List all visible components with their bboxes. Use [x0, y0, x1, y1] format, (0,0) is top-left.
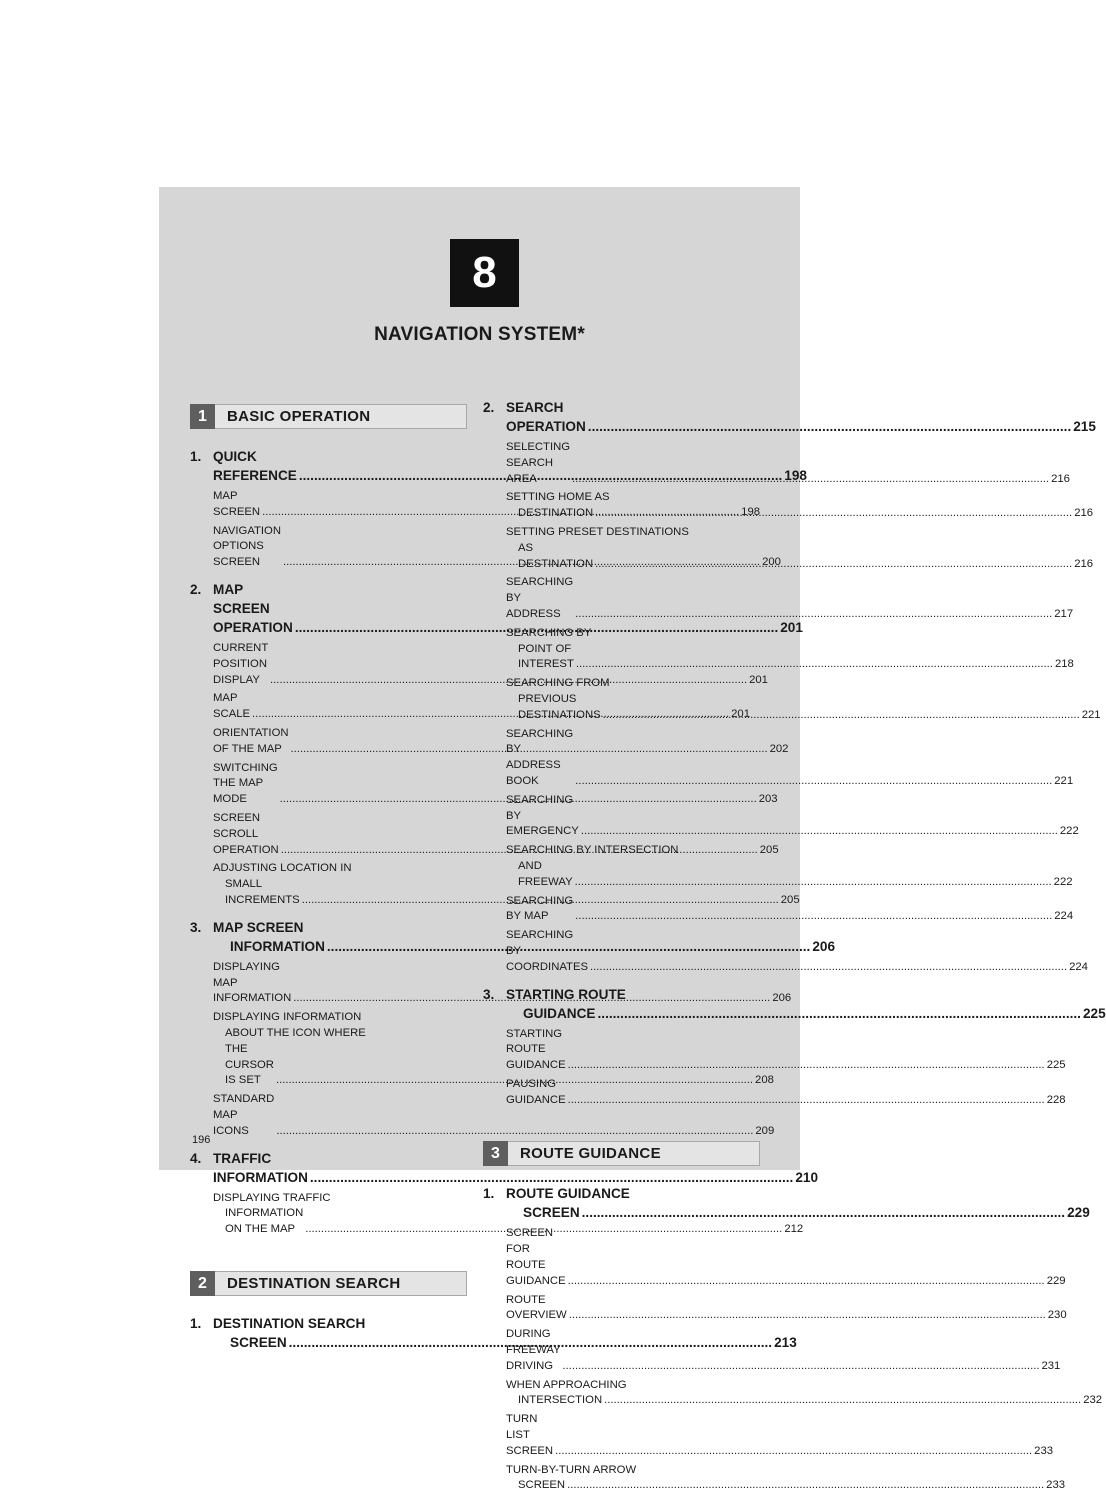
toc-item-line	[506, 490, 760, 506]
toc-item-text: STARTING ROUTE GUIDANCE	[506, 1027, 566, 1072]
chapter-entry-page: 215	[1073, 419, 1096, 434]
toc-item-page: 218	[1054, 658, 1074, 671]
toc-chapter-entry[interactable]	[483, 1184, 1090, 1222]
toc-item-text: SCREEN SCROLL OPERATION	[213, 811, 279, 856]
section-title: BASIC OPERATION	[227, 408, 371, 425]
chapter-entry-text: SCREEN	[230, 1334, 287, 1350]
toc-item-text: SEARCHING BY	[506, 626, 592, 639]
toc-item-page: 221	[1081, 708, 1101, 721]
toc-item-line	[213, 1191, 467, 1207]
page-number: 196	[192, 1134, 211, 1146]
toc-item-text: SWITCHING THE MAP MODE	[213, 761, 278, 806]
toc-item-page: 233	[1046, 1479, 1066, 1492]
toc-item-text: DISPLAYING MAP INFORMATION	[213, 960, 292, 1005]
toc-item-page: 229	[1046, 1274, 1066, 1287]
chapter-entry-page: 229	[1067, 1205, 1090, 1221]
chapter-entry-text: SEARCH OPERATION	[506, 400, 586, 434]
chapter-entry-text: GUIDANCE	[523, 1005, 596, 1021]
toc-item-page: 222	[1053, 875, 1073, 888]
toc-item-page: 225	[1046, 1059, 1066, 1072]
toc-item-text: WHEN APPROACHING	[506, 1378, 627, 1391]
toc-item-line	[213, 761, 778, 808]
toc-item-text: SEARCHING BY MAP	[506, 894, 574, 923]
dot-leader	[572, 472, 1049, 488]
chapter-entry-page: 201	[780, 619, 803, 635]
toc-item-line	[506, 642, 1074, 674]
chapter-entry-page: 198	[784, 468, 807, 483]
toc-item-line	[506, 1393, 1103, 1409]
toc-item-page: 216	[1051, 472, 1070, 485]
toc-item-text: SEARCHING BY EMERGENCY	[506, 793, 579, 838]
dot-leader	[562, 1359, 1039, 1375]
chapter-entry-page: 206	[812, 938, 836, 954]
section-title: DESTINATION SEARCH	[227, 1274, 401, 1292]
toc-item-text: PREVIOUS DESTINATIONS	[518, 692, 601, 721]
dot-leader	[582, 1203, 1065, 1222]
section-number-badge: 3	[483, 1141, 508, 1166]
toc-item-page: 201	[749, 673, 768, 686]
toc-item-text: SCREEN FOR ROUTE GUIDANCE	[506, 1227, 566, 1287]
toc-item-page: 221	[1054, 774, 1074, 787]
toc-item[interactable]	[213, 1092, 775, 1139]
chapter-entry-number: 1.	[483, 1186, 495, 1202]
toc-item-page: 212	[784, 1223, 804, 1236]
toc-item-page: 230	[1047, 1309, 1067, 1322]
toc-item-text: SETTING HOME AS	[506, 491, 610, 504]
toc-item-text: SMALL INCREMENTS	[225, 878, 300, 906]
toc-item[interactable]	[506, 1463, 1066, 1495]
chapter-entry-line	[506, 398, 1096, 436]
chapter-title: NAVIGATION SYSTEM*	[374, 324, 585, 345]
dot-leader	[575, 875, 1052, 891]
chapter-entry-page: 225	[1082, 1005, 1106, 1021]
toc-item-page: 217	[1054, 607, 1074, 620]
dot-leader	[576, 657, 1053, 673]
toc-item-line	[506, 676, 760, 692]
toc-item-text: NAVIGATION OPTIONS SCREEN	[213, 524, 281, 569]
toc-item-text: SETTING PRESET DESTINATIONS	[506, 525, 689, 538]
chapter-entry-number: 1.	[190, 1315, 202, 1331]
section-number-badge: 1	[190, 404, 215, 429]
toc-item-line	[506, 1293, 1067, 1325]
toc-item-page: 205	[759, 843, 779, 856]
dot-leader	[575, 909, 1052, 925]
section-number-badge: 2	[190, 1271, 215, 1296]
toc-item-text: SCREEN	[518, 1479, 566, 1492]
dot-leader	[575, 607, 1052, 623]
chapter-entry-line	[506, 985, 1106, 1004]
chapter-entry-text: MAP SCREEN	[213, 919, 304, 935]
dot-leader	[568, 1093, 1045, 1109]
toc-item-line	[213, 1092, 775, 1139]
toc-item-text: PAUSING GUIDANCE	[506, 1077, 566, 1106]
toc-item-line	[506, 1378, 760, 1394]
toc-item-text: ABOUT THE ICON WHERE	[225, 1026, 366, 1039]
toc-item-line	[213, 1026, 467, 1042]
toc-item-page: 201	[731, 708, 750, 721]
dot-leader	[603, 708, 1080, 724]
chapter-entry-number: 4.	[190, 1150, 202, 1166]
toc-item[interactable]	[506, 1293, 1067, 1325]
dot-leader	[588, 417, 1071, 436]
chapter-entry-page: 213	[774, 1334, 797, 1350]
toc-item-text: INTERSECTION	[518, 1394, 603, 1407]
toc-item-text: DISPLAYING INFORMATION	[213, 1011, 362, 1024]
toc-item-page: 202	[769, 742, 789, 755]
toc-item-text: AS DESTINATION	[518, 541, 594, 570]
toc-item-line	[506, 506, 1094, 522]
toc-item[interactable]	[506, 490, 1094, 522]
chapter-entry-text: STARTING ROUTE	[506, 986, 626, 1002]
toc-item-text: DISPLAYING TRAFFIC	[213, 1191, 331, 1204]
section-header	[483, 1141, 760, 1166]
dot-leader	[595, 557, 1072, 573]
toc-item-text: STANDARD MAP ICONS	[213, 1093, 275, 1137]
toc-item-page: 224	[1054, 910, 1074, 923]
toc-item-text: ORIENTATION OF THE MAP	[213, 726, 289, 755]
toc-item-text: SEARCHING BY INTERSECTION	[506, 844, 679, 857]
toc-item-page: 216	[1074, 507, 1094, 520]
chapter-entry-number: 2.	[483, 400, 495, 415]
toc-item-text: SEARCHING BY ADDRESS	[506, 576, 574, 620]
chapter-entry-number: 3.	[483, 986, 495, 1002]
toc-item-text: CURRENT POSITION DISPLAY	[213, 641, 269, 686]
chapter-entry-number: 3.	[190, 919, 202, 935]
dot-leader	[590, 960, 1067, 976]
toc-item-page: 209	[755, 1124, 775, 1137]
toc-item-page: 208	[755, 1074, 774, 1087]
chapter-entry-title	[506, 398, 1096, 436]
chapter-entry-text: ROUTE GUIDANCE	[506, 1186, 630, 1202]
section-header	[190, 404, 467, 429]
toc-item-line	[213, 1010, 467, 1026]
chapter-entry-line	[506, 1004, 1106, 1023]
chapter-entry-text: TRAFFIC INFORMATION	[213, 1150, 308, 1185]
toc-item-text: AND FREEWAY	[518, 859, 573, 888]
dot-leader	[581, 824, 1058, 840]
dot-leader	[568, 1058, 1045, 1074]
toc-item-text: DURING FREEWAY DRIVING	[506, 1328, 561, 1372]
toc-item[interactable]	[506, 575, 1074, 622]
dot-leader	[568, 1274, 1045, 1290]
toc-item-text: SEARCHING BY COORDINATES	[506, 929, 589, 973]
chapter-entry-number: 2.	[190, 581, 202, 597]
toc-item-page: 222	[1059, 825, 1079, 838]
toc-item[interactable]	[506, 1378, 1103, 1410]
chapter-entry-text: MAP SCREEN OPERATION	[213, 581, 293, 635]
chapter-entry-title	[506, 1184, 1090, 1222]
chapter-entry-line	[506, 1184, 1090, 1203]
toc-item-page: 224	[1069, 960, 1088, 973]
toc-item-page: 200	[762, 556, 781, 569]
toc-item-text: POINT OF INTEREST	[518, 642, 574, 671]
section-title: ROUTE GUIDANCE	[520, 1145, 661, 1163]
toc-item-line	[506, 626, 760, 642]
chapter-entry-text: QUICK REFERENCE	[213, 449, 297, 483]
toc-item[interactable]	[213, 761, 778, 808]
toc-item-text: MAP SCREEN	[213, 490, 261, 518]
dot-leader	[567, 1478, 1044, 1494]
toc-item-page: 232	[1083, 1394, 1103, 1407]
chapter-entry-number: 1.	[190, 449, 202, 464]
toc-item-line	[506, 692, 1101, 724]
toc-item-text: THE CURSOR IS SET	[225, 1042, 274, 1087]
toc-item-page: 228	[1046, 1093, 1066, 1106]
toc-item-text: MAP SCALE	[213, 692, 251, 721]
toc-item-line	[506, 859, 1073, 891]
chapter-entry-title	[506, 985, 1106, 1023]
toc-item-page: 206	[772, 992, 792, 1005]
toc-item-text: SEARCHING BY ADDRESS BOOK	[506, 727, 574, 787]
chapter-number-tab: 8	[450, 239, 519, 307]
chapter-entry-text: INFORMATION	[230, 938, 325, 954]
toc-item-text: SEARCHING FROM	[506, 677, 610, 690]
toc-item-page: 233	[1034, 1444, 1054, 1457]
toc-item-line	[213, 861, 467, 877]
dot-leader	[555, 1444, 1032, 1460]
toc-item-text: ROUTE OVERVIEW	[506, 1293, 567, 1322]
toc-item[interactable]	[506, 1027, 1066, 1074]
chapter-entry-text: SCREEN	[523, 1205, 580, 1221]
toc-item-line	[506, 1027, 1066, 1074]
toc-item[interactable]	[506, 1412, 1054, 1459]
toc-item-page: 203	[758, 793, 778, 806]
toc-item-page: 205	[780, 893, 800, 906]
toc-item-line	[506, 1463, 760, 1479]
dot-leader	[569, 1308, 1046, 1324]
toc-item-page: 216	[1074, 557, 1094, 570]
toc-item-line	[506, 525, 760, 541]
chapter-entry-line	[506, 1203, 1090, 1222]
chapter-entry-page: 210	[795, 1169, 819, 1185]
toc-item-text: ADJUSTING LOCATION IN	[213, 862, 352, 875]
toc-item-text: INFORMATION ON THE MAP	[225, 1207, 304, 1236]
dot-leader	[604, 1393, 1081, 1409]
section-header	[190, 1271, 467, 1296]
toc-item-line	[506, 575, 1074, 622]
toc-item-line	[506, 1478, 1066, 1494]
toc-item-line	[506, 843, 760, 859]
toc-item-line	[506, 1412, 1054, 1459]
dot-leader	[595, 506, 1072, 522]
toc-item-text: SELECTING SEARCH AREA	[506, 441, 571, 485]
dot-leader	[575, 774, 1052, 790]
chapter-entry-text: DESTINATION SEARCH	[213, 1315, 366, 1331]
toc-item-page: 198	[741, 505, 761, 518]
toc-item-text: DESTINATION	[518, 507, 594, 520]
toc-item-text: TURN-BY-TURN ARROW	[506, 1463, 637, 1476]
toc-item-text: TURN LIST SCREEN	[506, 1413, 554, 1457]
toc-item-page: 231	[1041, 1359, 1061, 1372]
dot-leader	[598, 1004, 1081, 1023]
toc-chapter-entry[interactable]	[483, 398, 1096, 436]
